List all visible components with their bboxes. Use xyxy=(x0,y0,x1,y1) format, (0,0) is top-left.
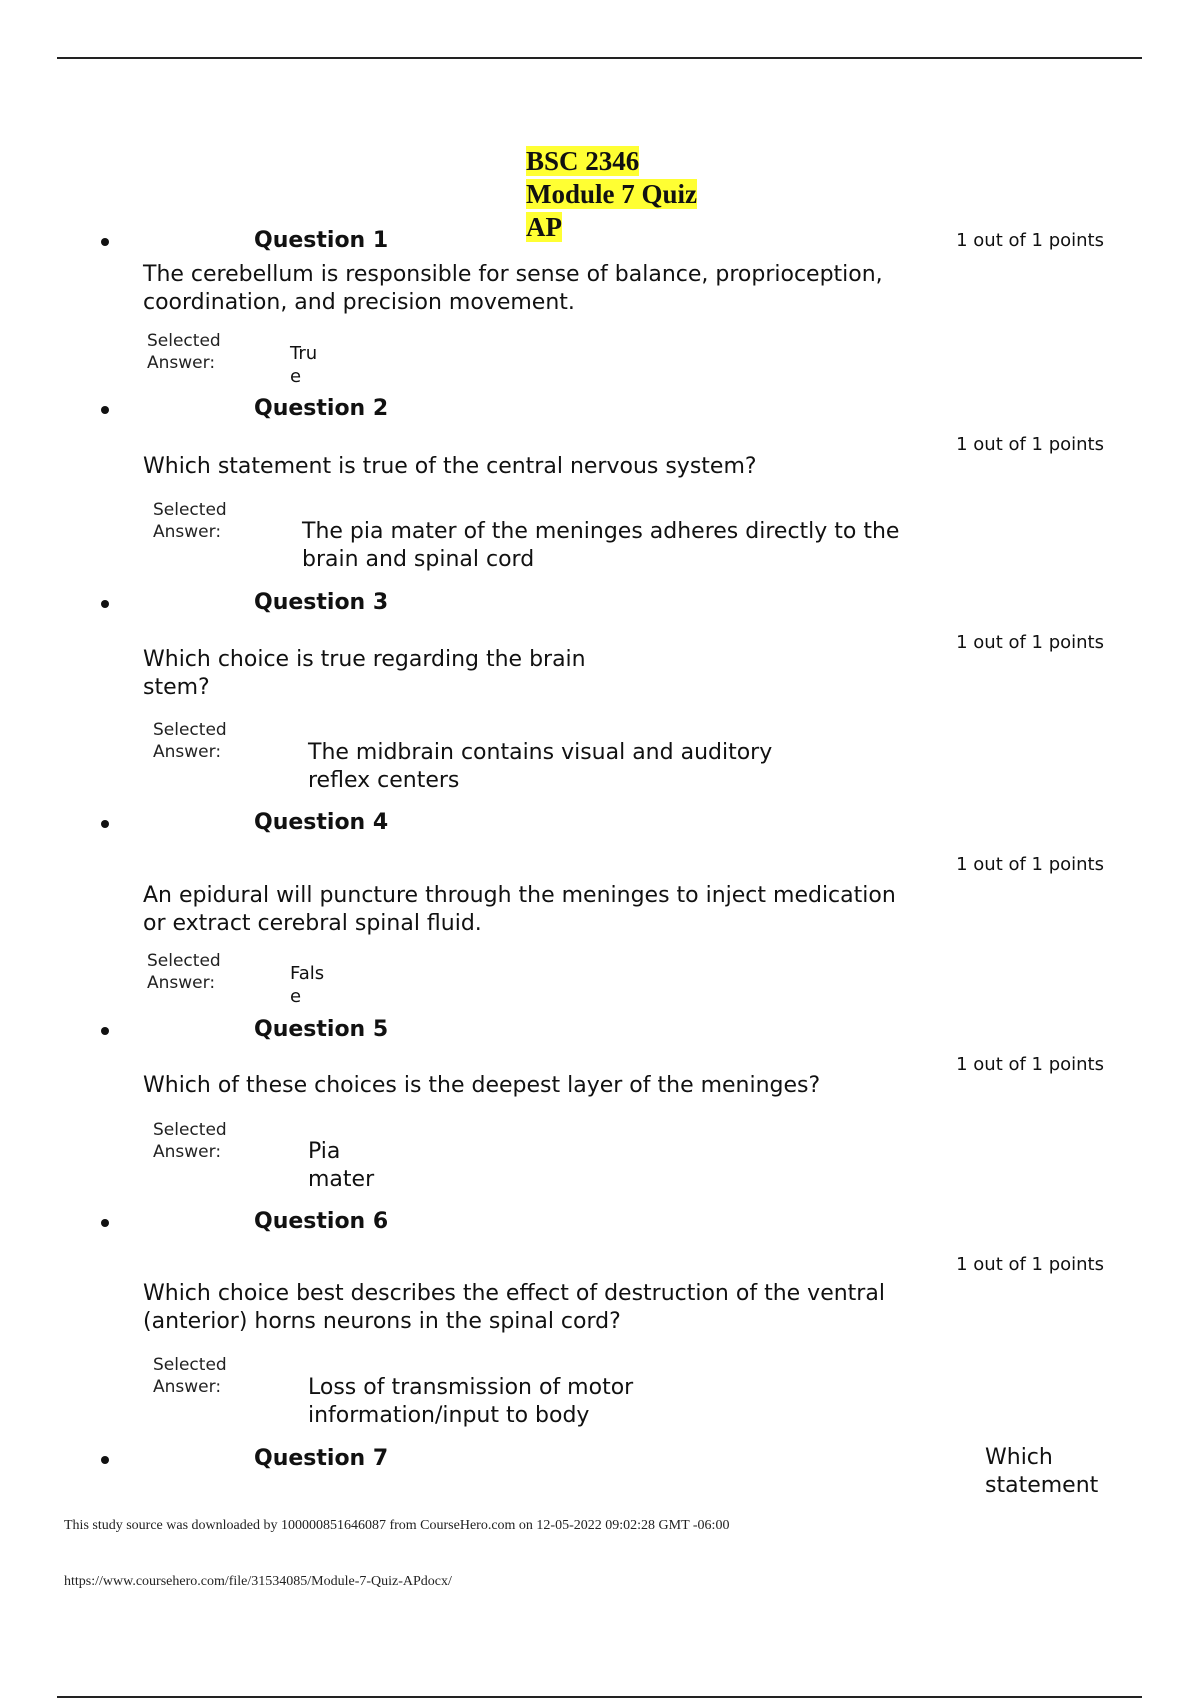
bullet xyxy=(101,600,109,608)
points-score: 1 out of 1 points xyxy=(956,1054,1104,1075)
question-text: Which statement is true of the central nervous system? xyxy=(143,454,757,479)
selected-answer: Tru e xyxy=(290,343,318,387)
question-label: Question 7 xyxy=(254,1446,389,1471)
points-score: 1 out of 1 points xyxy=(956,1254,1104,1275)
question-label: Question 5 xyxy=(254,1017,389,1042)
selected-answer: Pia mater xyxy=(308,1139,375,1192)
bullet xyxy=(101,406,109,414)
question-label: Question 6 xyxy=(254,1209,389,1234)
question-label: Question 2 xyxy=(254,396,389,421)
question-text: Which choice best describes the effect of destruction of the ventral (anterior) horns neurons in the spinal cord? xyxy=(143,1281,885,1334)
question-text: An epidural will puncture through the meninges to inject medication or extract cerebral spinal fluid. xyxy=(143,883,896,936)
bullet xyxy=(101,1219,109,1227)
points-score: 1 out of 1 points xyxy=(956,230,1104,251)
selected-answer: The midbrain contains visual and auditory reflex centers xyxy=(308,740,773,793)
selected-answer-label: Selected Answer: xyxy=(147,331,221,373)
points-score: 1 out of 1 points xyxy=(956,434,1104,455)
selected-answer-label: Selected Answer: xyxy=(153,720,227,762)
selected-answer: Fals e xyxy=(290,963,325,1007)
bullet xyxy=(101,1456,109,1464)
points-score: 1 out of 1 points xyxy=(956,632,1104,653)
selected-answer: Loss of transmission of motor information/input to body xyxy=(308,1375,634,1428)
bottom-rule xyxy=(57,1696,1142,1698)
selected-answer-label: Selected Answer: xyxy=(153,1355,227,1397)
question-text: Which choice is true regarding the brain stem? xyxy=(143,647,586,700)
points-score: 1 out of 1 points xyxy=(956,854,1104,875)
question-text: The cerebellum is responsible for sense of balance, proprioception, coordination, and precision movement. xyxy=(143,262,883,315)
download-notice: This study source was downloaded by 100000851646087 from CourseHero.com on 12-05-2022 09:02:28 GMT -06:00 xyxy=(64,1518,730,1533)
document-title: BSC 2346 Module 7 Quiz AP xyxy=(526,146,698,242)
bullet xyxy=(101,1027,109,1035)
source-url[interactable]: https://www.coursehero.com/file/31534085/Module-7-Quiz-APdocx/ xyxy=(64,1574,452,1589)
selected-answer: The pia mater of the meninges adheres directly to the brain and spinal cord xyxy=(302,519,900,572)
selected-answer-label: Selected Answer: xyxy=(153,500,227,542)
question-text: Which of these choices is the deepest layer of the meninges? xyxy=(143,1073,821,1098)
selected-answer-label: Selected Answer: xyxy=(147,951,221,993)
question-label: Question 3 xyxy=(254,590,389,615)
question-label: Question 4 xyxy=(254,810,389,835)
bullet xyxy=(101,238,109,246)
question-label: Question 1 xyxy=(254,228,389,253)
top-rule xyxy=(57,57,1142,59)
question-text-continued: Which statement xyxy=(985,1445,1099,1498)
bullet xyxy=(101,820,109,828)
selected-answer-label: Selected Answer: xyxy=(153,1120,227,1162)
